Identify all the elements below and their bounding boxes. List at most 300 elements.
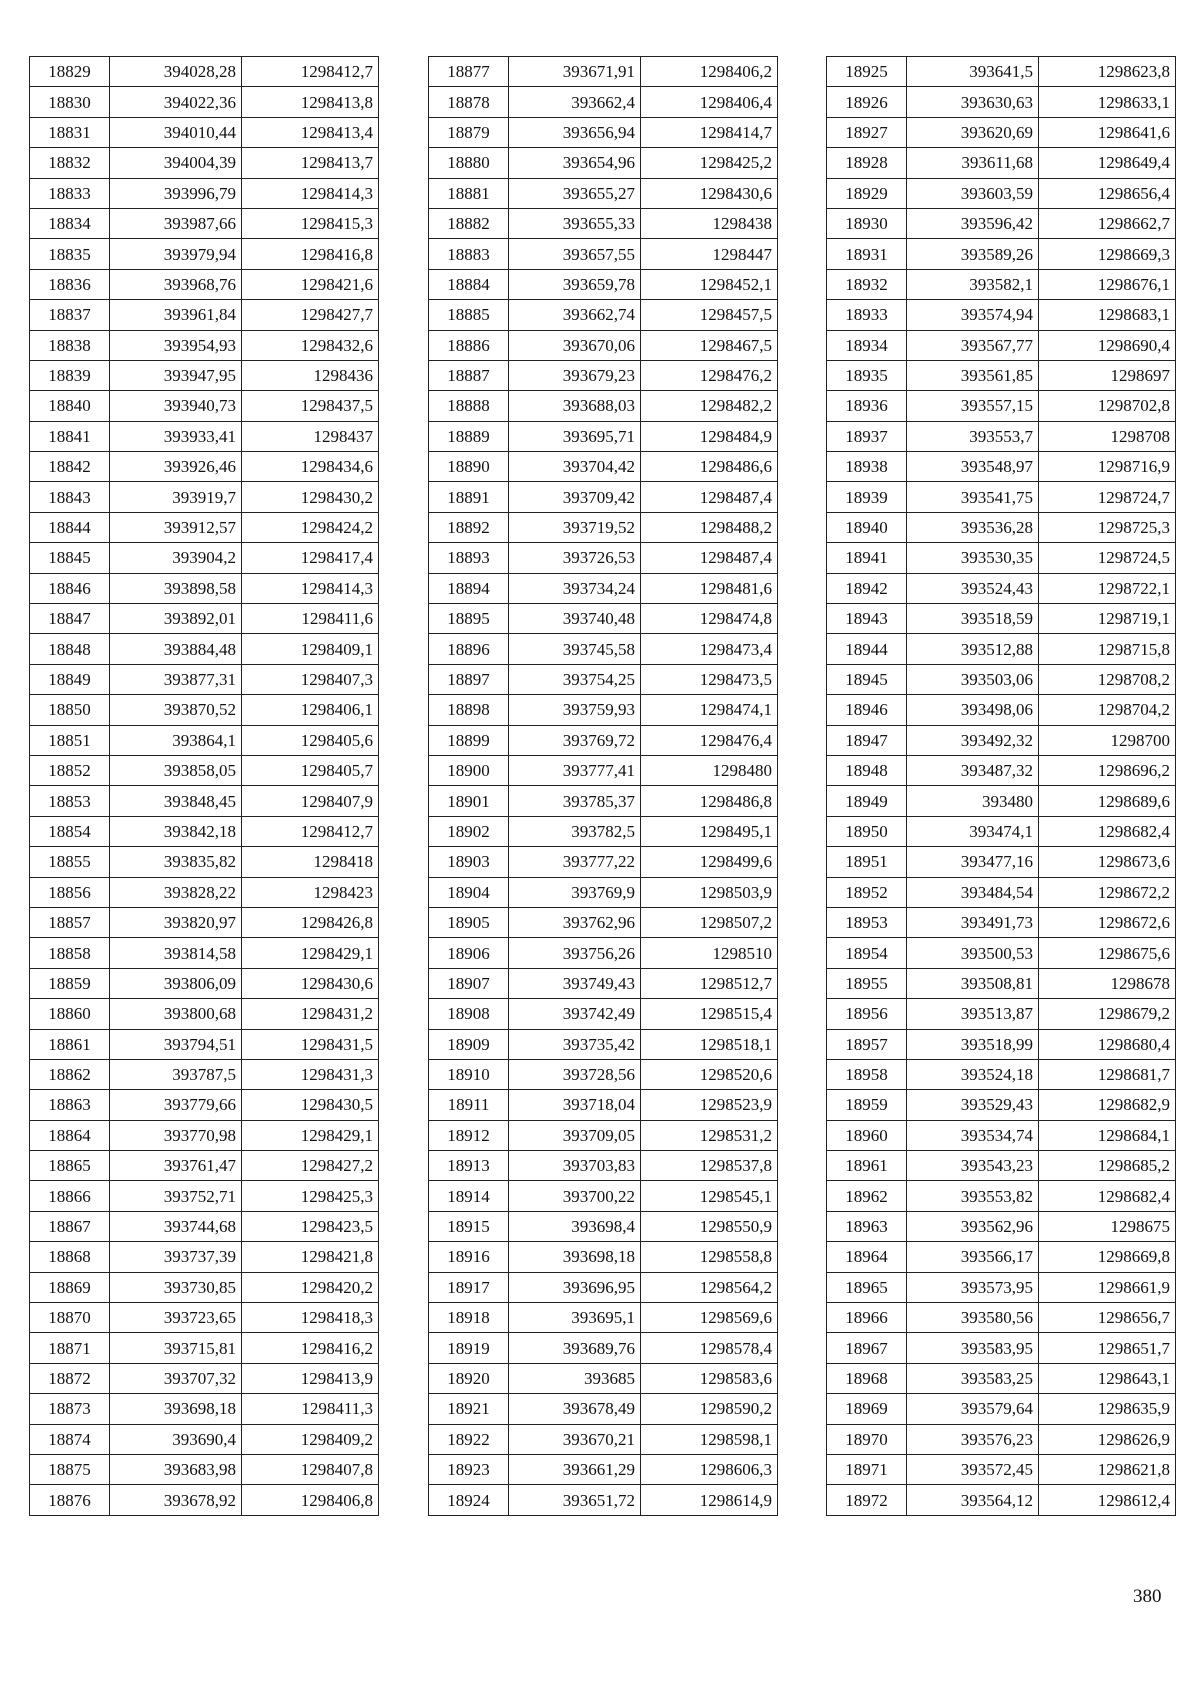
table-row <box>827 178 1176 208</box>
y-coordinate-cell: 1298487,4 <box>641 543 778 573</box>
y-coordinate-cell: 1298487,4 <box>641 482 778 512</box>
table-row <box>429 695 778 725</box>
x-coordinate-cell: 393484,54 <box>907 877 1039 907</box>
x-coordinate-cell: 393670,06 <box>509 330 641 360</box>
y-coordinate-cell: 1298413,7 <box>242 148 379 178</box>
table-row <box>429 816 778 846</box>
table-row <box>429 1272 778 1302</box>
x-coordinate-cell: 393512,88 <box>907 634 1039 664</box>
x-coordinate-cell: 393892,01 <box>110 604 242 634</box>
y-coordinate-cell: 1298438 <box>641 208 778 238</box>
y-coordinate-cell: 1298518,1 <box>641 1029 778 1059</box>
table-row <box>827 786 1176 816</box>
y-coordinate-cell: 1298702,8 <box>1039 391 1176 421</box>
table-row <box>429 1303 778 1333</box>
table-row <box>827 1090 1176 1120</box>
y-coordinate-cell: 1298612,4 <box>1039 1485 1176 1515</box>
point-number-cell: 18923 <box>429 1454 509 1484</box>
table-row <box>30 452 379 482</box>
point-number-cell: 18837 <box>30 300 110 330</box>
x-coordinate-cell: 393678,49 <box>509 1394 641 1424</box>
y-coordinate-cell: 1298452,1 <box>641 269 778 299</box>
table-row <box>827 573 1176 603</box>
table-row <box>827 1363 1176 1393</box>
point-number-cell: 18888 <box>429 391 509 421</box>
x-coordinate-cell: 393770,98 <box>110 1120 242 1150</box>
point-number-cell: 18904 <box>429 877 509 907</box>
x-coordinate-cell: 393655,27 <box>509 178 641 208</box>
point-number-cell: 18936 <box>827 391 907 421</box>
y-coordinate-cell: 1298651,7 <box>1039 1333 1176 1363</box>
x-coordinate-cell: 393603,59 <box>907 178 1039 208</box>
x-coordinate-cell: 393679,23 <box>509 360 641 390</box>
y-coordinate-cell: 1298416,8 <box>242 239 379 269</box>
x-coordinate-cell: 393961,84 <box>110 300 242 330</box>
point-number-cell: 18931 <box>827 239 907 269</box>
point-number-cell: 18876 <box>30 1485 110 1515</box>
table-row <box>30 1242 379 1272</box>
y-coordinate-cell: 1298708 <box>1039 421 1176 451</box>
point-number-cell: 18909 <box>429 1029 509 1059</box>
y-coordinate-cell: 1298412,7 <box>242 57 379 87</box>
x-coordinate-cell: 393756,26 <box>509 938 641 968</box>
y-coordinate-cell: 1298675,6 <box>1039 938 1176 968</box>
y-coordinate-cell: 1298436 <box>242 360 379 390</box>
table-row <box>429 1485 778 1515</box>
table-row <box>30 725 379 755</box>
table-row <box>30 877 379 907</box>
point-number-cell: 18870 <box>30 1303 110 1333</box>
x-coordinate-cell: 393996,79 <box>110 178 242 208</box>
point-number-cell: 18932 <box>827 269 907 299</box>
y-coordinate-cell: 1298406,1 <box>242 695 379 725</box>
y-coordinate-cell: 1298405,6 <box>242 725 379 755</box>
point-number-cell: 18958 <box>827 1059 907 1089</box>
x-coordinate-cell: 393947,95 <box>110 360 242 390</box>
x-coordinate-cell: 393828,22 <box>110 877 242 907</box>
y-coordinate-cell: 1298434,6 <box>242 452 379 482</box>
table-row <box>30 907 379 937</box>
table-row <box>827 1394 1176 1424</box>
x-coordinate-cell: 393704,42 <box>509 452 641 482</box>
y-coordinate-cell: 1298682,4 <box>1039 816 1176 846</box>
y-coordinate-cell: 1298724,7 <box>1039 482 1176 512</box>
point-number-cell: 18907 <box>429 968 509 998</box>
y-coordinate-cell: 1298424,2 <box>242 512 379 542</box>
y-coordinate-cell: 1298473,4 <box>641 634 778 664</box>
point-number-cell: 18937 <box>827 421 907 451</box>
point-number-cell: 18864 <box>30 1120 110 1150</box>
x-coordinate-cell: 393742,49 <box>509 999 641 1029</box>
point-number-cell: 18872 <box>30 1363 110 1393</box>
y-coordinate-cell: 1298558,8 <box>641 1242 778 1272</box>
x-coordinate-cell: 393835,82 <box>110 847 242 877</box>
y-coordinate-cell: 1298614,9 <box>641 1485 778 1515</box>
y-coordinate-cell: 1298623,8 <box>1039 57 1176 87</box>
table-row <box>30 148 379 178</box>
y-coordinate-cell: 1298411,6 <box>242 604 379 634</box>
point-number-cell: 18840 <box>30 391 110 421</box>
point-number-cell: 18890 <box>429 452 509 482</box>
x-coordinate-cell: 393864,1 <box>110 725 242 755</box>
x-coordinate-cell: 394022,36 <box>110 87 242 117</box>
y-coordinate-cell: 1298672,2 <box>1039 877 1176 907</box>
table-row <box>429 1394 778 1424</box>
x-coordinate-cell: 393759,93 <box>509 695 641 725</box>
y-coordinate-cell: 1298486,6 <box>641 452 778 482</box>
table-row <box>429 178 778 208</box>
point-number-cell: 18963 <box>827 1211 907 1241</box>
y-coordinate-cell: 1298633,1 <box>1039 87 1176 117</box>
x-coordinate-cell: 393508,81 <box>907 968 1039 998</box>
y-coordinate-cell: 1298430,6 <box>641 178 778 208</box>
table-row <box>30 1303 379 1333</box>
table-row <box>429 847 778 877</box>
x-coordinate-cell: 394004,39 <box>110 148 242 178</box>
y-coordinate-cell: 1298476,4 <box>641 725 778 755</box>
y-coordinate-cell: 1298564,2 <box>641 1272 778 1302</box>
x-coordinate-cell: 393611,68 <box>907 148 1039 178</box>
y-coordinate-cell: 1298414,3 <box>242 573 379 603</box>
point-number-cell: 18846 <box>30 573 110 603</box>
point-number-cell: 18935 <box>827 360 907 390</box>
x-coordinate-cell: 393926,46 <box>110 452 242 482</box>
y-coordinate-cell: 1298583,6 <box>641 1363 778 1393</box>
table-row <box>429 968 778 998</box>
point-number-cell: 18885 <box>429 300 509 330</box>
x-coordinate-cell: 393734,24 <box>509 573 641 603</box>
point-number-cell: 18939 <box>827 482 907 512</box>
x-coordinate-cell: 393582,1 <box>907 269 1039 299</box>
x-coordinate-cell: 393735,42 <box>509 1029 641 1059</box>
x-coordinate-cell: 393762,96 <box>509 907 641 937</box>
point-number-cell: 18950 <box>827 816 907 846</box>
table-row <box>827 300 1176 330</box>
table-row <box>30 816 379 846</box>
point-number-cell: 18953 <box>827 907 907 937</box>
x-coordinate-cell: 393800,68 <box>110 999 242 1029</box>
y-coordinate-cell: 1298679,2 <box>1039 999 1176 1029</box>
x-coordinate-cell: 393709,05 <box>509 1120 641 1150</box>
y-coordinate-cell: 1298457,5 <box>641 300 778 330</box>
x-coordinate-cell: 393769,72 <box>509 725 641 755</box>
x-coordinate-cell: 393695,1 <box>509 1303 641 1333</box>
point-number-cell: 18914 <box>429 1181 509 1211</box>
table-row <box>429 999 778 1029</box>
point-number-cell: 18854 <box>30 816 110 846</box>
table-row <box>827 391 1176 421</box>
point-number-cell: 18868 <box>30 1242 110 1272</box>
point-number-cell: 18962 <box>827 1181 907 1211</box>
table-row <box>429 512 778 542</box>
point-number-cell: 18933 <box>827 300 907 330</box>
point-number-cell: 18956 <box>827 999 907 1029</box>
point-number-cell: 18969 <box>827 1394 907 1424</box>
point-number-cell: 18892 <box>429 512 509 542</box>
table-row <box>30 1272 379 1302</box>
y-coordinate-cell: 1298447 <box>641 239 778 269</box>
y-coordinate-cell: 1298722,1 <box>1039 573 1176 603</box>
x-coordinate-cell: 393671,91 <box>509 57 641 87</box>
y-coordinate-cell: 1298423,5 <box>242 1211 379 1241</box>
x-coordinate-cell: 393589,26 <box>907 239 1039 269</box>
x-coordinate-cell: 393698,4 <box>509 1211 641 1241</box>
point-number-cell: 18919 <box>429 1333 509 1363</box>
point-number-cell: 18833 <box>30 178 110 208</box>
point-number-cell: 18849 <box>30 664 110 694</box>
table-row <box>429 907 778 937</box>
table-row <box>827 117 1176 147</box>
x-coordinate-cell: 393524,43 <box>907 573 1039 603</box>
table-row <box>827 816 1176 846</box>
y-coordinate-cell: 1298473,5 <box>641 664 778 694</box>
x-coordinate-cell: 393787,5 <box>110 1059 242 1089</box>
point-number-cell: 18901 <box>429 786 509 816</box>
x-coordinate-cell: 393695,71 <box>509 421 641 451</box>
table-row <box>827 239 1176 269</box>
table-row <box>429 1211 778 1241</box>
table-row <box>429 573 778 603</box>
y-coordinate-cell: 1298550,9 <box>641 1211 778 1241</box>
y-coordinate-cell: 1298685,2 <box>1039 1151 1176 1181</box>
x-coordinate-cell: 393919,7 <box>110 482 242 512</box>
x-coordinate-cell: 393785,37 <box>509 786 641 816</box>
y-coordinate-cell: 1298669,3 <box>1039 239 1176 269</box>
x-coordinate-cell: 393543,23 <box>907 1151 1039 1181</box>
y-coordinate-cell: 1298684,1 <box>1039 1120 1176 1150</box>
point-number-cell: 18845 <box>30 543 110 573</box>
table-row <box>827 148 1176 178</box>
point-number-cell: 18949 <box>827 786 907 816</box>
point-number-cell: 18886 <box>429 330 509 360</box>
y-coordinate-cell: 1298431,3 <box>242 1059 379 1089</box>
coordinates-table-3 <box>826 56 1176 1516</box>
x-coordinate-cell: 393670,21 <box>509 1424 641 1454</box>
x-coordinate-cell: 393657,55 <box>509 239 641 269</box>
table-row <box>429 786 778 816</box>
y-coordinate-cell: 1298661,9 <box>1039 1272 1176 1302</box>
y-coordinate-cell: 1298515,4 <box>641 999 778 1029</box>
x-coordinate-cell: 393754,25 <box>509 664 641 694</box>
point-number-cell: 18964 <box>827 1242 907 1272</box>
y-coordinate-cell: 1298708,2 <box>1039 664 1176 694</box>
point-number-cell: 18928 <box>827 148 907 178</box>
point-number-cell: 18882 <box>429 208 509 238</box>
table-row <box>827 57 1176 87</box>
x-coordinate-cell: 393723,65 <box>110 1303 242 1333</box>
point-number-cell: 18911 <box>429 1090 509 1120</box>
table-row <box>30 938 379 968</box>
table-row <box>429 117 778 147</box>
point-number-cell: 18921 <box>429 1394 509 1424</box>
x-coordinate-cell: 393536,28 <box>907 512 1039 542</box>
y-coordinate-cell: 1298503,9 <box>641 877 778 907</box>
x-coordinate-cell: 393870,52 <box>110 695 242 725</box>
point-number-cell: 18883 <box>429 239 509 269</box>
table-row <box>30 330 379 360</box>
x-coordinate-cell: 393678,92 <box>110 1485 242 1515</box>
table-row <box>30 421 379 451</box>
table-row <box>827 664 1176 694</box>
table-row <box>30 1059 379 1089</box>
y-coordinate-cell: 1298683,1 <box>1039 300 1176 330</box>
x-coordinate-cell: 393561,85 <box>907 360 1039 390</box>
table-row <box>429 1242 778 1272</box>
x-coordinate-cell: 393683,98 <box>110 1454 242 1484</box>
x-coordinate-cell: 393782,5 <box>509 816 641 846</box>
y-coordinate-cell: 1298427,2 <box>242 1151 379 1181</box>
x-coordinate-cell: 393562,96 <box>907 1211 1039 1241</box>
x-coordinate-cell: 393487,32 <box>907 755 1039 785</box>
x-coordinate-cell: 393700,22 <box>509 1181 641 1211</box>
y-coordinate-cell: 1298507,2 <box>641 907 778 937</box>
y-coordinate-cell: 1298590,2 <box>641 1394 778 1424</box>
x-coordinate-cell: 393567,77 <box>907 330 1039 360</box>
x-coordinate-cell: 393630,63 <box>907 87 1039 117</box>
table-row <box>429 1090 778 1120</box>
table-row <box>827 695 1176 725</box>
y-coordinate-cell: 1298510 <box>641 938 778 968</box>
table-row <box>429 269 778 299</box>
point-number-cell: 18946 <box>827 695 907 725</box>
x-coordinate-cell: 393744,68 <box>110 1211 242 1241</box>
x-coordinate-cell: 393583,95 <box>907 1333 1039 1363</box>
point-number-cell: 18851 <box>30 725 110 755</box>
x-coordinate-cell: 393703,83 <box>509 1151 641 1181</box>
point-number-cell: 18924 <box>429 1485 509 1515</box>
x-coordinate-cell: 393698,18 <box>110 1394 242 1424</box>
table-row <box>827 360 1176 390</box>
x-coordinate-cell: 393794,51 <box>110 1029 242 1059</box>
table-row <box>827 847 1176 877</box>
table-row <box>827 1454 1176 1484</box>
x-coordinate-cell: 393898,58 <box>110 573 242 603</box>
x-coordinate-cell: 393752,71 <box>110 1181 242 1211</box>
x-coordinate-cell: 393933,41 <box>110 421 242 451</box>
table-row <box>429 1333 778 1363</box>
y-coordinate-cell: 1298467,5 <box>641 330 778 360</box>
point-number-cell: 18866 <box>30 1181 110 1211</box>
y-coordinate-cell: 1298725,3 <box>1039 512 1176 542</box>
table-row <box>827 634 1176 664</box>
table-row <box>429 1454 778 1484</box>
point-number-cell: 18859 <box>30 968 110 998</box>
y-coordinate-cell: 1298531,2 <box>641 1120 778 1150</box>
y-coordinate-cell: 1298431,5 <box>242 1029 379 1059</box>
x-coordinate-cell: 393806,09 <box>110 968 242 998</box>
x-coordinate-cell: 393761,47 <box>110 1151 242 1181</box>
y-coordinate-cell: 1298716,9 <box>1039 452 1176 482</box>
table-row <box>827 938 1176 968</box>
x-coordinate-cell: 393696,95 <box>509 1272 641 1302</box>
table-row <box>429 664 778 694</box>
table-row <box>429 755 778 785</box>
table-row <box>30 1363 379 1393</box>
y-coordinate-cell: 1298421,6 <box>242 269 379 299</box>
point-number-cell: 18943 <box>827 604 907 634</box>
table-row <box>429 1181 778 1211</box>
point-number-cell: 18951 <box>827 847 907 877</box>
y-coordinate-cell: 1298413,9 <box>242 1363 379 1393</box>
x-coordinate-cell: 393715,81 <box>110 1333 242 1363</box>
table-row <box>30 117 379 147</box>
table-row <box>827 482 1176 512</box>
point-number-cell: 18855 <box>30 847 110 877</box>
point-number-cell: 18908 <box>429 999 509 1029</box>
point-number-cell: 18920 <box>429 1363 509 1393</box>
point-number-cell: 18852 <box>30 755 110 785</box>
x-coordinate-cell: 393719,52 <box>509 512 641 542</box>
y-coordinate-cell: 1298690,4 <box>1039 330 1176 360</box>
x-coordinate-cell: 393662,74 <box>509 300 641 330</box>
table-row <box>30 1211 379 1241</box>
y-coordinate-cell: 1298656,7 <box>1039 1303 1176 1333</box>
point-number-cell: 18922 <box>429 1424 509 1454</box>
y-coordinate-cell: 1298512,7 <box>641 968 778 998</box>
y-coordinate-cell: 1298523,9 <box>641 1090 778 1120</box>
table-row <box>30 1394 379 1424</box>
table-row <box>429 1029 778 1059</box>
table-row <box>827 1242 1176 1272</box>
table-row <box>827 269 1176 299</box>
point-number-cell: 18905 <box>429 907 509 937</box>
y-coordinate-cell: 1298406,2 <box>641 57 778 87</box>
x-coordinate-cell: 393474,1 <box>907 816 1039 846</box>
point-number-cell: 18913 <box>429 1151 509 1181</box>
table-row <box>429 208 778 238</box>
x-coordinate-cell: 393641,5 <box>907 57 1039 87</box>
point-number-cell: 18836 <box>30 269 110 299</box>
table-row <box>30 847 379 877</box>
point-number-cell: 18875 <box>30 1454 110 1484</box>
point-number-cell: 18902 <box>429 816 509 846</box>
point-number-cell: 18961 <box>827 1151 907 1181</box>
point-number-cell: 18968 <box>827 1363 907 1393</box>
table-row <box>429 1424 778 1454</box>
y-coordinate-cell: 1298437,5 <box>242 391 379 421</box>
point-number-cell: 18874 <box>30 1424 110 1454</box>
point-number-cell: 18879 <box>429 117 509 147</box>
y-coordinate-cell: 1298474,8 <box>641 604 778 634</box>
table-row <box>30 695 379 725</box>
y-coordinate-cell: 1298427,7 <box>242 300 379 330</box>
x-coordinate-cell: 393688,03 <box>509 391 641 421</box>
x-coordinate-cell: 393709,42 <box>509 482 641 512</box>
y-coordinate-cell: 1298418 <box>242 847 379 877</box>
x-coordinate-cell: 393820,97 <box>110 907 242 937</box>
point-number-cell: 18906 <box>429 938 509 968</box>
x-coordinate-cell: 393689,76 <box>509 1333 641 1363</box>
point-number-cell: 18847 <box>30 604 110 634</box>
point-number-cell: 18891 <box>429 482 509 512</box>
point-number-cell: 18915 <box>429 1211 509 1241</box>
x-coordinate-cell: 393477,16 <box>907 847 1039 877</box>
table-row <box>429 938 778 968</box>
table-row <box>827 1333 1176 1363</box>
table-row <box>429 360 778 390</box>
y-coordinate-cell: 1298431,2 <box>242 999 379 1029</box>
x-coordinate-cell: 393940,73 <box>110 391 242 421</box>
x-coordinate-cell: 393707,32 <box>110 1363 242 1393</box>
y-coordinate-cell: 1298407,3 <box>242 664 379 694</box>
y-coordinate-cell: 1298578,4 <box>641 1333 778 1363</box>
table-row <box>30 239 379 269</box>
y-coordinate-cell: 1298425,2 <box>641 148 778 178</box>
point-number-cell: 18930 <box>827 208 907 238</box>
table-row <box>827 999 1176 1029</box>
y-coordinate-cell: 1298480 <box>641 755 778 785</box>
y-coordinate-cell: 1298682,9 <box>1039 1090 1176 1120</box>
